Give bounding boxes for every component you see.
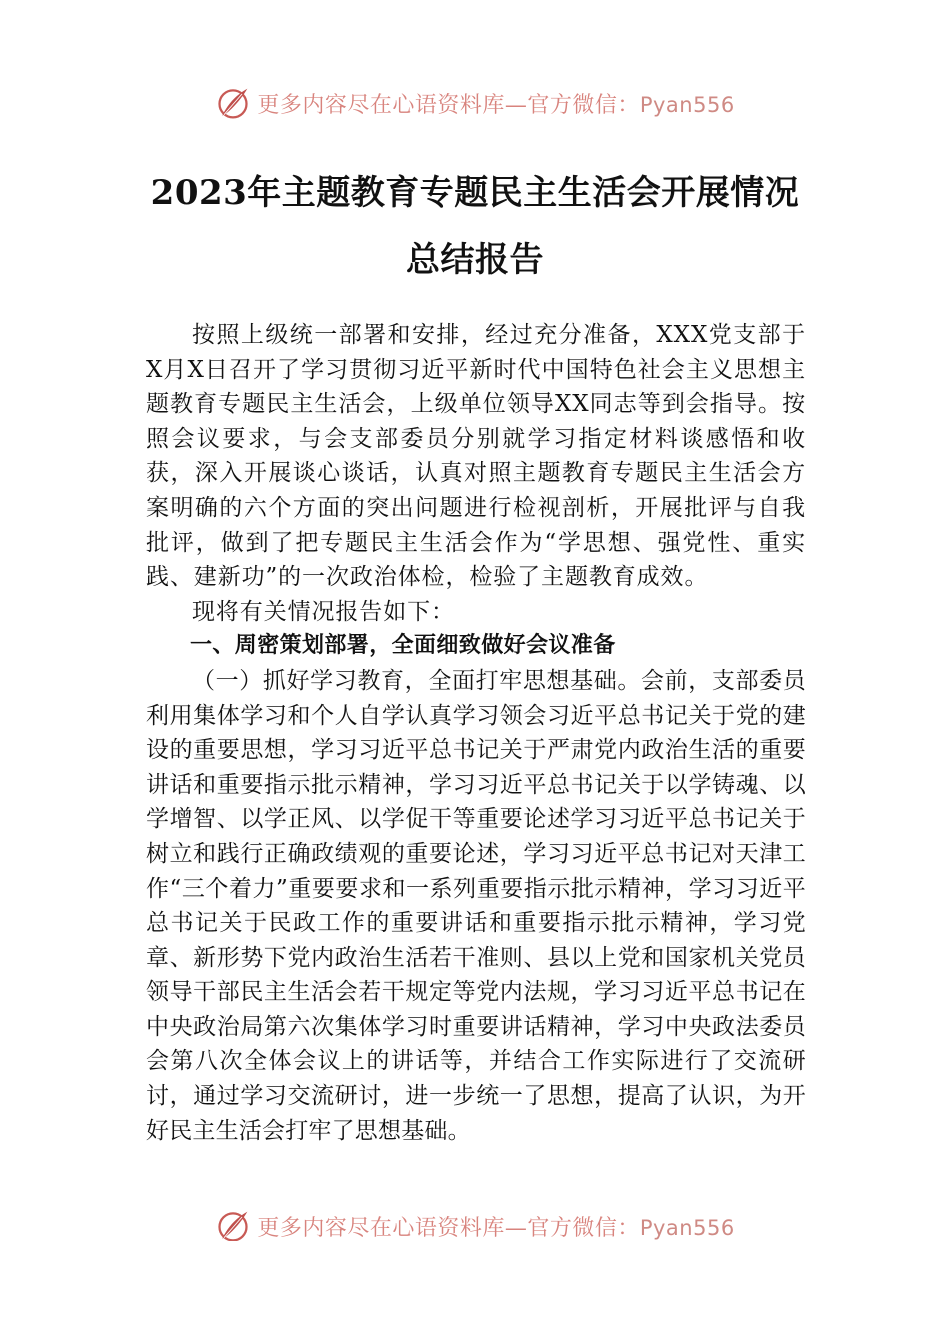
section-1-paragraph-1: （一）抓好学习教育，全面打牢思想基础。会前，支部委员利用集体学习和个人自学认真学习领会习近平总书记关于党的建设的重要思想，学习习近平总书记关于严肃党内政治生活的重要讲话和重要指示批示精神，学习习近平总书记关于以学铸魂、以学增智、以学正风、以学促干等重要论述学习习近平总书记关于树立和践行正确政绩观的重要论述，学习习近平总书记对天津工作“三个着力”重要要求和一系列重要指示批示精神，学习习近平总书记关于民政工作的重要讲话和重要指示批示精神，学习党章、新形势下党内政治生活若干准则、县以上党和国家机关党员领导干部民主生活会若干规定等党内法规，学习习近平总书记在中央政治局第六次集体学习时重要讲话精神，学习中央政法委员会第八次全体会议上的讲话等，并结合工作实际进行了交流研讨，通过学习交流研讨，进一步统一了思想，提高了认识，为开好民主生活会打牢了思想基础。 [146,667,806,1144]
section-heading-1: 一、周密策划部署，全面细致做好会议准备 [190,633,616,659]
document-title-line-1: 2023年主题教育专题民主生活会开展情况 [150,173,800,213]
feather-pen-logo-icon [215,1208,251,1241]
header-watermark [0,81,950,125]
watermark-wechat-id: Pyan556 [639,1215,735,1240]
document-title-line-2: 总结报告 [406,240,544,280]
intro-paragraph: 按照上级统一部署和安排，经过充分准备，XXX党支部于X月X日召开了学习贯彻习近平新时代中国特色社会主义思想主题教育专题民主生活会，上级单位领导XX同志等到会指导。按照会议要求，与会支部委员分别就学习指定材料谈感悟和收获，深入开展谈心谈话，认真对照主题教育专题民主生活会方案明确的六个方面的突出问题进行检视剖析，开展批评与自我批评，做到了把专题民主生活会作为“学思想、强党性、重实践、建新功”的一次政治体检，检验了主题教育成效。 [146,322,806,591]
watermark-text: 更多内容尽在心语资料库—官方微信：Pyan556 [257,1215,735,1241]
footer-watermark [0,1201,950,1241]
document-body [146,318,806,1148]
feather-pen-logo-icon [215,85,251,121]
report-intro-line: 现将有关情况报告如下： [192,598,455,625]
watermark-text: 更多内容尽在心语资料库—官方微信：Pyan556 [257,92,735,118]
watermark-wechat-id: Pyan556 [639,92,735,117]
